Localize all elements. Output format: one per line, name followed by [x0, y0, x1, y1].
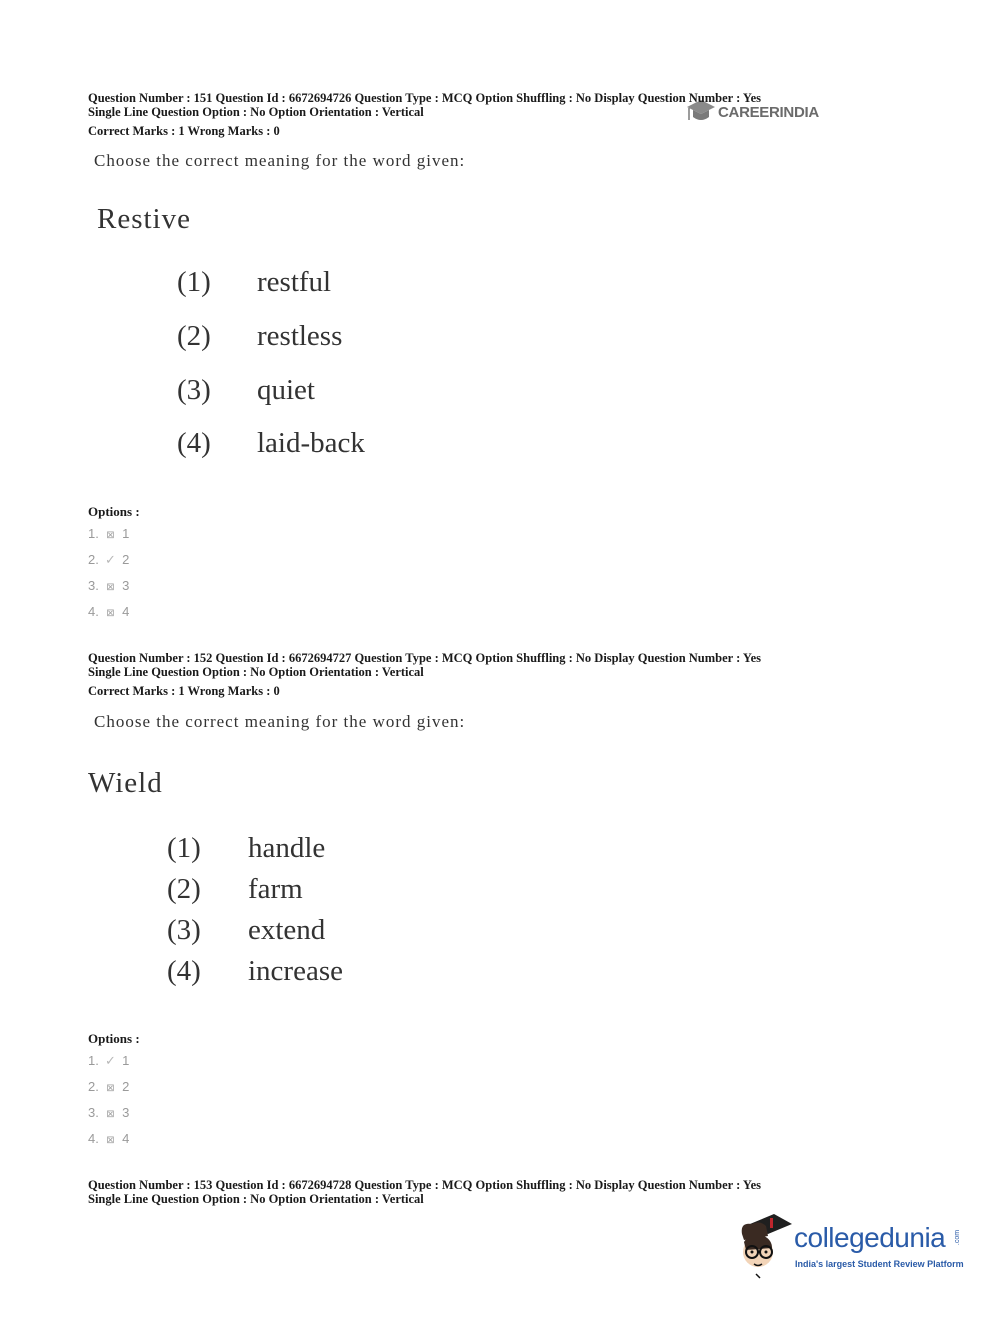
- option-index: 3.: [88, 578, 99, 593]
- choice-text: restful: [257, 266, 332, 298]
- choice-text: quiet: [257, 374, 315, 406]
- choice-text: increase: [248, 955, 343, 987]
- wrong-mark-icon: ⊠: [106, 608, 115, 619]
- option-value: 1: [122, 526, 130, 541]
- choice-number: (4): [167, 955, 201, 987]
- correct-check-icon: ✓: [105, 552, 116, 567]
- wrong-mark-icon: ⊠: [106, 530, 115, 541]
- collegedunia-suffix: .com: [954, 1229, 962, 1246]
- option-value: 1: [122, 1053, 130, 1068]
- choice-number: (4): [177, 427, 211, 459]
- choice-text: farm: [248, 873, 303, 905]
- choice-number: (3): [177, 374, 211, 406]
- q152-marks: Correct Marks : 1 Wrong Marks : 0: [88, 684, 280, 698]
- q152-option-2: [88, 1079, 129, 1094]
- q152-option-1: [88, 1053, 129, 1069]
- q151-option-2: [88, 552, 129, 568]
- option-index: 1.: [88, 1053, 99, 1068]
- correct-check-icon: ✓: [105, 1053, 116, 1068]
- wrong-mark-icon: ⊠: [106, 582, 115, 593]
- q153-meta-line2: Single Line Question Option : No Option Orientation : Vertical: [88, 1192, 424, 1206]
- choice-number: (3): [167, 914, 201, 946]
- choice-number: (2): [177, 320, 211, 352]
- option-index: 2.: [88, 1079, 99, 1094]
- q152-meta-line1: Question Number : 152 Question Id : 6672694727 Question Type : MCQ Option Shuffling : No Display Question Number : Yes: [88, 651, 761, 665]
- choice-number: (2): [167, 873, 201, 905]
- option-index: 4.: [88, 604, 99, 619]
- option-index: 3.: [88, 1105, 99, 1120]
- choice-text: extend: [248, 914, 326, 946]
- option-value: 4: [122, 604, 130, 619]
- collegedunia-logo: [736, 1212, 964, 1282]
- q151-options-title: Options :: [88, 504, 140, 519]
- choice-text: laid-back: [257, 427, 365, 459]
- q152-instruction: Choose the correct meaning for the word given:: [94, 712, 466, 731]
- q151-marks: Correct Marks : 1 Wrong Marks : 0: [88, 124, 280, 138]
- q151-instruction: Choose the correct meaning for the word given:: [94, 151, 466, 170]
- q152-options-title: Options :: [88, 1031, 140, 1046]
- wrong-mark-icon: ⊠: [106, 1135, 115, 1146]
- option-value: 2: [122, 1079, 130, 1094]
- careerindia-brand: CAREERINDIA: [718, 103, 819, 121]
- wrong-mark-icon: ⊠: [106, 1083, 115, 1094]
- option-value: 4: [122, 1131, 130, 1146]
- choice-text: handle: [248, 832, 326, 864]
- collegedunia-tagline: India's largest Student Review Platform: [795, 1259, 964, 1269]
- q152-option-3: [88, 1105, 129, 1120]
- option-value: 3: [122, 578, 130, 593]
- q151-meta-line1: Question Number : 151 Question Id : 6672694726 Question Type : MCQ Option Shuffling : No Display Question Number : Yes: [88, 91, 761, 105]
- option-value: 2: [122, 552, 130, 567]
- wrong-mark-icon: ⊠: [106, 1109, 115, 1120]
- q151-option-3: [88, 578, 129, 593]
- option-index: 1.: [88, 526, 99, 541]
- choice-number: (1): [177, 266, 211, 298]
- q152-meta-line2: Single Line Question Option : No Option Orientation : Vertical: [88, 665, 424, 679]
- choice-text: restless: [257, 320, 343, 352]
- q152-option-4: [88, 1131, 129, 1146]
- option-value: 3: [122, 1105, 130, 1120]
- q151-option-1: [88, 526, 129, 541]
- q151-meta-line2: Single Line Question Option : No Option Orientation : Vertical: [88, 105, 424, 119]
- student-mascot-icon: [736, 1212, 794, 1280]
- option-index: 2.: [88, 552, 99, 567]
- collegedunia-brand: collegedunia: [794, 1222, 946, 1253]
- q152-word: Wield: [88, 767, 163, 799]
- q151-word: Restive: [97, 203, 191, 235]
- option-index: 4.: [88, 1131, 99, 1146]
- choice-number: (1): [167, 832, 201, 864]
- q153-meta-line1: Question Number : 153 Question Id : 6672694728 Question Type : MCQ Option Shuffling : No Display Question Number : Yes: [88, 1178, 761, 1192]
- q151-option-4: [88, 604, 129, 619]
